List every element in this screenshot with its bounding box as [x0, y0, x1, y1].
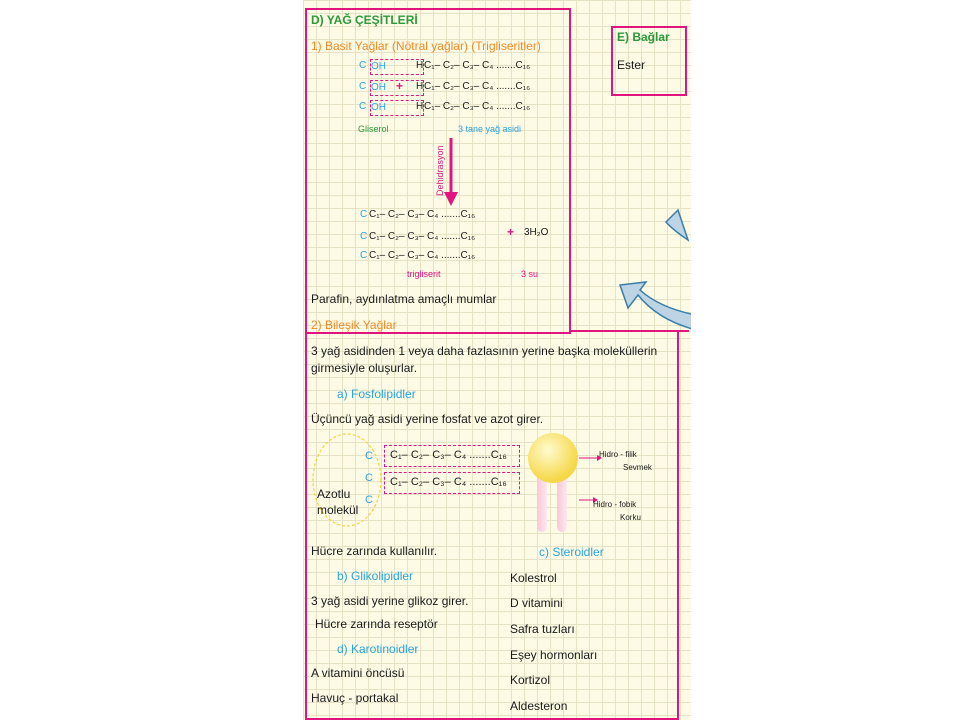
compound-fats-heading: 2) Bileşik Yağlar — [311, 318, 397, 332]
water-label: 3 su — [521, 269, 539, 279]
carotenoids-line-2: Havuç - portakal — [311, 691, 399, 705]
dehydration-label: Dehidrasyon — [435, 145, 445, 196]
steroid-item: D vitamini — [510, 596, 563, 610]
compound-fats-desc-1: 3 yağ asidinden 1 veya daha fazlasının yerine başka moleküllerin — [311, 344, 658, 358]
phospholipids-desc: Üçüncü yağ asidi yerine fosfat ve azot girer. — [311, 412, 544, 426]
section-e-item: Ester — [617, 58, 646, 72]
glycerol-label: Gliserol — [358, 124, 389, 134]
section-d-title: D) YAĞ ÇEŞİTLERİ — [311, 13, 418, 27]
hydrophobic-meaning: Korku — [620, 513, 641, 522]
oh-box-1: OH — [370, 59, 424, 75]
water-formula: 3H₂O — [524, 227, 549, 238]
decorative-arrows — [618, 190, 691, 340]
glycolipids-heading: b) Glikolipidler — [337, 569, 414, 583]
triglyceride-label: trigliserit — [407, 269, 441, 279]
paraffin-note: Parafin, aydınlatma amaçlı mumlar — [311, 292, 497, 306]
lower-arrow-icon — [620, 282, 691, 330]
phospholipids-heading: a) Fosfolipidler — [337, 387, 416, 401]
steroid-item: Eşey hormonları — [510, 648, 598, 662]
hydrophilic-label: Hidro - filik — [599, 450, 637, 459]
product-chain-2: C₁– C₂– C₃– C₄ .......C₁₆ — [369, 231, 476, 242]
phospho-chain-2: C₁– C₂– C₃– C₄ .......C₁₆ — [390, 476, 507, 488]
nitrogen-label-1: Azotlu — [317, 487, 351, 501]
carotenoids-line-1: A vitamini öncüsü — [311, 666, 405, 680]
steroids-heading: c) Steroidler — [539, 545, 604, 559]
oh-box-3: OH — [370, 100, 424, 116]
steroid-item: Kortizol — [510, 673, 551, 687]
oh-box-2: OH — [370, 80, 424, 96]
fatty-acid-chain-1: C₁– C₂– C₃– C₄ .......C₁₆ — [424, 60, 531, 71]
upper-arrow-icon — [666, 210, 688, 240]
product-chain-1: C₁– C₂– C₃– C₄ .......C₁₆ — [369, 209, 476, 220]
notebook-page: E) Bağlar Ester D) YAĞ ÇEŞİTLERİ 1) Basit Yağlar (Nötral yağlar) (Trigliseritler) C OH H C₁– C₂– C₃– C₄ .......C₁₆ C OH + H C₁– C₂– C₃– C₄ .......C₁₆ C OH H C₁– C₂– C₃– C₄ .......C₁₆ Gliserol 3 tane yağ asidi Dehidrasyon C C₁– C₂– C₃– C₄ .......C₁₆ C C₁– C₂– C₃– C₄ .......C₁₆ C C₁– C₂– C₃– C₄ .......C₁₆ + 3H₂O trigliserit 3 su Parafin, aydınlatma amaçlı mumlar 2) Bileşik Yağlar 3 yağ asidinden 1 veya daha fazlasının yerine başka moleküllerin girmesiyle oluşurlar. a) Fosfolipidler Üçüncü yağ asidi yerine fosfat ve azot girer. C C C C₁– C₂– C₃– C₄ .......C₁₆ C₁– C₂– C₃– C₄ .......C₁₆ Azotlu molekül Hidro - filik Sevmek Hidro - fobik Korku Hücre zarında kullanılır. c) Steroidler b) Glikolipidler 3 yağ asidi yerine glikoz girer. Hücre zarında reseptör d) Karotinoidler A vitamini öncüsü Havuç - portakal Kolestrol D vitamini Safra tuzları Eşey hormonları Kortizol Aldesteron — [303, 0, 691, 720]
phospholipids-usage: Hücre zarında kullanılır. — [311, 544, 438, 558]
simple-fats-heading: 1) Basit Yağlar (Nötral yağlar) (Trigliseritler) — [311, 39, 541, 53]
compound-fats-desc-2: girmesiyle oluşurlar. — [311, 361, 418, 375]
product-chain-3: C₁– C₂– C₃– C₄ .......C₁₆ — [369, 250, 476, 261]
fatty-acid-chain-2: C₁– C₂– C₃– C₄ .......C₁₆ — [424, 81, 531, 92]
phospho-chain-1: C₁– C₂– C₃– C₄ .......C₁₆ — [390, 449, 507, 461]
hydrophilic-meaning: Sevmek — [623, 463, 652, 472]
steroid-item: Aldesteron — [510, 699, 568, 713]
steroid-item: Kolestrol — [510, 571, 557, 585]
carotenoids-heading: d) Karotinoidler — [337, 642, 419, 656]
fatty-acid-label: 3 tane yağ asidi — [458, 124, 522, 134]
glycolipids-usage: Hücre zarında reseptör — [315, 617, 438, 631]
steroid-item: Safra tuzları — [510, 622, 575, 636]
phospholipid-symbol-icon — [525, 430, 585, 535]
glycolipids-desc: 3 yağ asidi yerine glikoz girer. — [311, 594, 469, 608]
section-e-title: E) Bağlar — [617, 30, 670, 44]
hydrophobic-label: Hidro - fobik — [593, 500, 637, 509]
section-d-right-border — [569, 8, 571, 330]
nitrogen-label-2: molekül — [317, 503, 359, 517]
fatty-acid-chain-3: C₁– C₂– C₃– C₄ .......C₁₆ — [424, 101, 531, 112]
